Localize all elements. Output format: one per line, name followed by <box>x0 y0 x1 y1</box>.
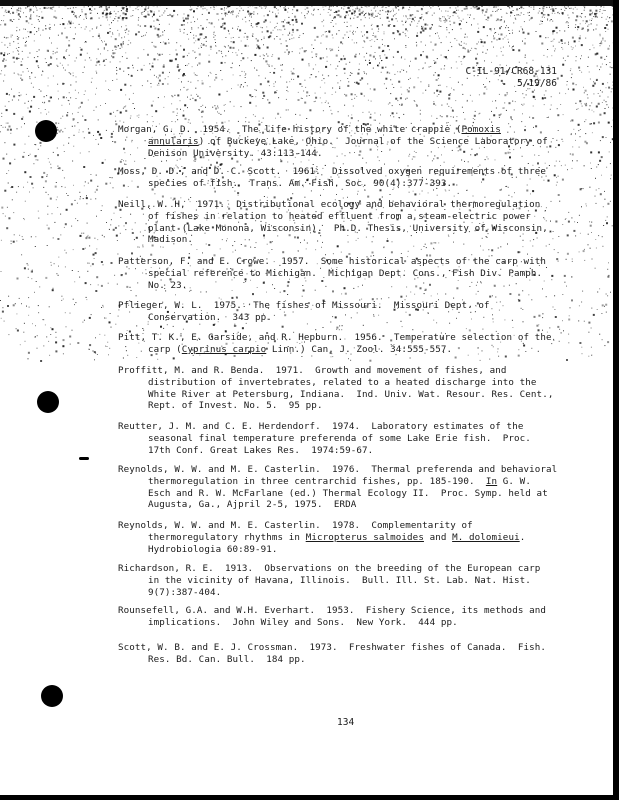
reference-line: implications. John Wiley and Sons. New York. 444 pp. <box>148 616 458 628</box>
reference-line: carp (Cyprinus carpio Linn.) Can. J. Zool. 34:555-557. <box>148 343 453 355</box>
document-date: 5/19/86 <box>516 78 557 89</box>
reference-entry <box>118 365 573 412</box>
reference-entry <box>118 421 573 456</box>
reference-line: annularis) of Buckeye Lake, Ohio. Journal of the Science Laboratory of <box>148 135 548 147</box>
reference-line: distribution of invertebrates, related to a heated discharge into the <box>148 376 537 388</box>
reference-entry <box>118 166 573 190</box>
reference-line: of fishes in relation to heated effluent from a steam-electric power <box>148 210 531 222</box>
reference-entry <box>118 124 573 159</box>
punch-hole-bottom <box>41 685 63 707</box>
punch-hole-middle <box>37 391 59 413</box>
reference-line: thermoregulation in three centrarchid fishes, pp. 185-190. In G. W. <box>148 475 531 487</box>
reference-line-species: Micropterus salmoides <box>305 531 424 543</box>
reference-line: Moss, D. D., and D. C. Scott. 1961. Dissolved oxygen requirements of three <box>118 166 546 177</box>
reference-line-species: M. dolomieui <box>452 531 520 543</box>
reference-entry <box>118 642 573 666</box>
reference-line: Neill, W. H. 1971. Distributional ecology and behavioral thermoregulation <box>118 199 541 210</box>
reference-line: Hydrobiologia 60:89-91. <box>148 543 278 555</box>
reference-line-in: In <box>485 475 498 487</box>
reference-line: Denison University. 43:113-144. <box>148 147 323 159</box>
reference-line: Augusta, Ga., Ajpril 2-5, 1975. ERDA <box>148 499 357 511</box>
reference-entry <box>118 332 573 356</box>
reference-line: Pitt, T. K., E. Garside, and R. Hepburn. 1956. Temperature selection of the <box>118 332 552 343</box>
reference-line: Conservation. 343 pp. <box>148 311 272 323</box>
reference-entry <box>118 256 573 291</box>
reference-line: No. 23. <box>148 279 188 291</box>
reference-line: Madison. <box>148 234 194 246</box>
reference-line: 17th Conf. Great Lakes Res. 1974:59-67. <box>148 444 374 456</box>
reference-line: special reference to Michigan. Michigan Dept. Cons., Fish Div. Pamph. <box>148 267 543 279</box>
reference-line: Morgan, G. D. 1954. The life history of the white crappie (Pomoxis <box>118 124 501 135</box>
scan-edge-bottom <box>0 795 619 800</box>
stray-mark <box>79 457 89 460</box>
reference-line: White River at Petersburg, Indiana. Ind. Univ. Wat. Resour. Res. Cent., <box>148 388 554 400</box>
reference-line: 9(7):387-404. <box>148 586 222 598</box>
reference-line: Reynolds, W. W. and M. E. Casterlin. 1976. Thermal preferenda and behavioral <box>118 464 558 475</box>
reference-entry <box>118 300 573 324</box>
document-id: C-IL-91/CR68-131 <box>465 66 557 77</box>
document-header <box>465 66 557 90</box>
scan-edge-top <box>0 0 619 6</box>
reference-entry <box>118 605 573 629</box>
reference-line: Patterson, F. and E. Crowe. 1957. Some historical aspects of the carp with <box>118 256 546 267</box>
reference-line: Pflieger, W. L. 1975. The fishes of Missouri. Missouri Dept. of <box>118 300 490 311</box>
punch-hole-top <box>35 120 57 142</box>
reference-entry <box>118 563 573 598</box>
reference-line: species of fish. Trans. Am. Fish. Soc. 90(4):377-393. <box>148 177 453 189</box>
reference-entry <box>118 520 573 555</box>
reference-line: plant (Lake Monona, Wisconsin). Ph.D. Thesis, University of Wisconsin, <box>148 222 548 234</box>
reference-line: thermoregulatory rhythms in Micropterus salmoides and M. dolomieui. <box>148 531 526 543</box>
scan-edge-right <box>613 0 619 800</box>
reference-line: Reutter, J. M. and C. E. Herdendorf. 1974. Laboratory estimates of the <box>118 421 524 432</box>
reference-line: Scott, W. B. and E. J. Crossman. 1973. Freshwater fishes of Canada. Fish. <box>118 642 546 653</box>
reference-line: in the vicinity of Havana, Illinois. Bull. Ill. St. Lab. Nat. Hist. <box>148 574 531 586</box>
reference-line-genus: Pomoxis <box>461 124 501 135</box>
reference-entry <box>118 199 573 246</box>
reference-line: seasonal final temperature preferenda of some Lake Erie fish. Proc. <box>148 432 531 444</box>
reference-line: Res. Bd. Can. Bull. 184 pp. <box>148 653 306 665</box>
reference-line: Richardson, R. E. 1913. Observations on the breeding of the European carp <box>118 563 541 574</box>
reference-line-species: annularis <box>148 135 199 147</box>
reference-line: Reynolds, W. W. and M. E. Casterlin. 1978. Complementarity of <box>118 520 473 531</box>
page-number: 134 <box>337 717 355 728</box>
reference-line: Rounsefell, G.A. and W.H. Everhart. 1953. Fishery Science, its methods and <box>118 605 546 616</box>
reference-line: Rept. of Invest. No. 5. 95 pp. <box>148 400 323 412</box>
reference-line: Esch and R. W. McFarlane (ed.) Thermal Ecology II. Proc. Symp. held at <box>148 487 548 499</box>
reference-line: Proffitt, M. and R. Benda. 1971. Growth and movement of fishes, and <box>118 365 507 376</box>
reference-line-species: Cyprinus carpio <box>181 343 267 355</box>
reference-entry <box>118 464 573 511</box>
